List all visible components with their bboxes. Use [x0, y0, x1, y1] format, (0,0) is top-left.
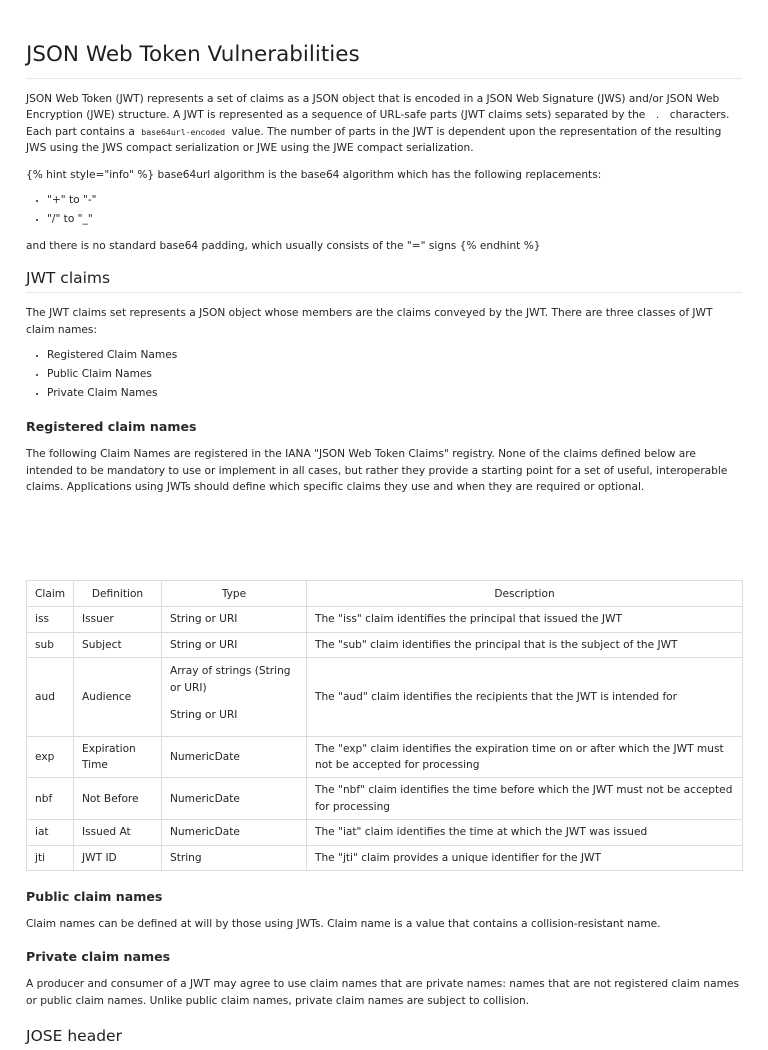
table-row [27, 607, 743, 632]
table-row [27, 658, 743, 736]
table-row [27, 820, 743, 845]
registered-claims-heading: Registered claim names [26, 419, 197, 435]
public-claims-heading: Public claim names [26, 888, 163, 904]
claim-cell: iss [27, 607, 74, 632]
hint-list [26, 191, 742, 229]
description-cell: The "sub" claim identifies the principal that is the subject of the JWT [307, 632, 743, 657]
column-header-claim: Claim [27, 581, 74, 607]
definition-cell: Audience [74, 658, 162, 736]
intro-paragraph [26, 91, 742, 157]
table-row [27, 845, 743, 870]
table-row [27, 778, 743, 820]
intro-text-1: JSON Web Token (JWT) represents a set of claims as a JSON object that is encoded in a JSON Web Signature (JWS) and/or JSON Web Encryption (JWE) structure. A JWT is represented as a sequence of URL-safe parts (JWT claims sets) separated by the [26, 93, 720, 122]
type-cell: String or URI [162, 632, 307, 657]
definition-cell: Subject [74, 632, 162, 657]
claims-intro: The JWT claims set represents a JSON object whose members are the claims conveyed by the JWT. There are three classes of JWT claim names: [26, 307, 713, 336]
list-item: • Private Claim Names [47, 384, 742, 403]
base64url-code: base64url-encoded [141, 126, 226, 137]
claims-table [26, 580, 743, 870]
period-code: . [655, 110, 660, 121]
definition-cell: JWT ID [74, 845, 162, 870]
hint-line: {% hint style="info" %} base64url algorithm is the base64 algorithm which has the following replacements: [26, 168, 602, 181]
claims-list [26, 346, 742, 403]
list-item: • "+" to "-" [47, 191, 742, 210]
intro-text-2: characters. Each part contains a [26, 109, 730, 138]
type-cell [162, 658, 307, 736]
column-header-definition: Definition [74, 581, 162, 607]
private-claims-heading: Private claim names [26, 949, 171, 965]
claim-cell: nbf [27, 778, 74, 820]
description-cell: The "aud" claim identifies the recipients that the JWT is intended for [307, 658, 743, 736]
definition-cell: Issued At [74, 820, 162, 845]
intro-text-3: value. The number of parts in the JWT is dependent upon the representation of the resulting JWS using the JWS compact serialization or JWE using the JWE compact serialization. [26, 125, 722, 155]
table-header-row [27, 581, 743, 607]
claim-cell: aud [27, 658, 74, 736]
hint-end: and there is no standard base64 padding, which usually consists of the "=" signs {% endhint %} [26, 240, 541, 253]
type-cell: String [162, 845, 307, 870]
definition-cell: Not Before [74, 778, 162, 820]
type-text: Array of strings (String or URI) [170, 665, 291, 694]
description-cell: The "exp" claim identifies the expiration time on or after which the JWT must not be accepted for processing [307, 736, 743, 778]
jwt-claims-heading: JWT claims [26, 268, 742, 293]
claim-cell: sub [27, 632, 74, 657]
type-cell: String or URI [162, 607, 307, 632]
claim-cell: jti [27, 845, 74, 870]
description-cell: The "nbf" claim identifies the time before which the JWT must not be accepted for processing [307, 778, 743, 820]
claim-cell: exp [27, 736, 74, 778]
registered-claims-text: The following Claim Names are registered in the IANA "JSON Web Token Claims" registry. None of the claims defined below are intended to be mandatory to use or implement in all cases, but rather they provide a starting point for a set of useful, interoperable claims. Applications using JWTs should define which specific claims they use and when they are required or optional. [26, 448, 728, 494]
claim-cell: iat [27, 820, 74, 845]
public-claims-text: Claim names can be defined at will by those using JWTs. Claim name is a value that contains a collision-resistant name. [26, 917, 661, 930]
list-item: • Public Claim Names [47, 365, 742, 384]
list-item: • Registered Claim Names [47, 346, 742, 365]
type-cell: NumericDate [162, 820, 307, 845]
definition-cell: Issuer [74, 607, 162, 632]
definition-cell: Expiration Time [74, 736, 162, 778]
type-cell: NumericDate [162, 778, 307, 820]
type-cell: NumericDate [162, 736, 307, 778]
page-title: JSON Web Token Vulnerabilities [26, 0, 742, 79]
type-text-alt: String or URI [170, 709, 238, 722]
description-cell: The "jti" claim provides a unique identifier for the JWT [307, 845, 743, 870]
table-row [27, 632, 743, 657]
description-cell: The "iss" claim identifies the principal that issued the JWT [307, 607, 743, 632]
private-claims-text: A producer and consumer of a JWT may agree to use claim names that are private names: names that are not registered claim names or public claim names. Unlike public claim names, private claim names are subject to collision. [26, 978, 739, 1007]
list-item: • "/" to "_" [47, 210, 742, 229]
jose-header-heading: JOSE header [26, 1027, 122, 1046]
column-header-description: Description [307, 581, 743, 607]
column-header-type: Type [162, 581, 307, 607]
table-row [27, 736, 743, 778]
description-cell: The "iat" claim identifies the time at which the JWT was issued [307, 820, 743, 845]
